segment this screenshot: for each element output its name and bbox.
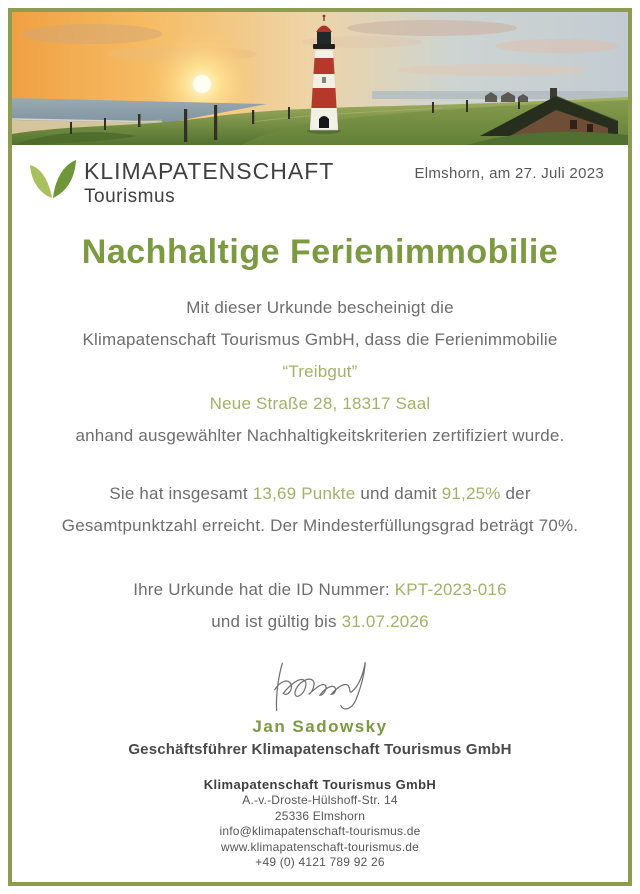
certificate-title: Nachhaltige Ferienimmobilie (81, 233, 559, 272)
score-percent: 91,25% (441, 484, 501, 504)
footer-city: 25336 Elmshorn (274, 808, 366, 823)
id-paragraph (12, 574, 628, 638)
score-line-1 (12, 478, 628, 510)
score-line-2: Gesamtpunktzahl erreicht. Der Mindesterfüllungsgrad beträgt 70%. (61, 516, 579, 536)
issue-date: Elmshorn, am 27. Juli 2023 (414, 165, 604, 182)
id-line-2 (12, 606, 628, 638)
signatory-name: Jan Sadowsky (252, 717, 388, 737)
signature-image (250, 650, 390, 716)
footer-email: info@klimapatenschaft-tourismus.de (219, 824, 421, 839)
footer-block (12, 776, 628, 871)
score-prefix: Sie hat insgesamt (109, 484, 248, 504)
footer-phone: +49 (0) 4121 789 92 26 (255, 855, 385, 870)
property-address: Neue Straße 28, 18317 Saal (209, 394, 431, 414)
certificate-id: KPT-2023-016 (394, 580, 507, 600)
id-prefix: Ihre Urkunde hat die ID Nummer: (133, 580, 390, 600)
score-middle: und damit (360, 484, 437, 504)
brand-logo (28, 155, 334, 208)
signatory-role: Geschäftsführer Klimapatenschaft Tourismus GmbH (128, 741, 512, 759)
footer-street: A.-v.-Droste-Hülshoff-Str. 14 (242, 793, 398, 808)
footer-website: www.klimapatenschaft-tourismus.de (220, 839, 419, 854)
brand-name: KLIMAPATENSCHAFT (84, 158, 335, 184)
intro-paragraph (12, 292, 628, 452)
intro-line-3: anhand ausgewählter Nachhaltigkeitskriterien zertifiziert wurde. (75, 426, 565, 446)
property-name: “Treibgut” (282, 362, 358, 382)
brand-text (84, 155, 334, 208)
footer-company: Klimapatenschaft Tourismus GmbH (203, 777, 437, 793)
valid-prefix: und ist gültig bis (211, 612, 337, 632)
signature-block (12, 650, 628, 760)
certificate-border-frame (8, 8, 632, 886)
hero-photo (12, 12, 628, 145)
score-suffix: der (505, 484, 531, 504)
brand-subtitle: Tourismus (84, 186, 176, 208)
header-row (28, 155, 604, 208)
score-points: 13,69 Punkte (252, 484, 356, 504)
intro-line-2: Klimapatenschaft Tourismus GmbH, dass die Ferienimmobilie (82, 330, 558, 350)
intro-line-1: Mit dieser Urkunde bescheinigt die (186, 298, 454, 318)
id-line-1 (12, 574, 628, 606)
score-paragraph (12, 478, 628, 542)
valid-until-date: 31.07.2026 (341, 612, 429, 632)
two-leaves-sprout-icon (28, 157, 76, 201)
